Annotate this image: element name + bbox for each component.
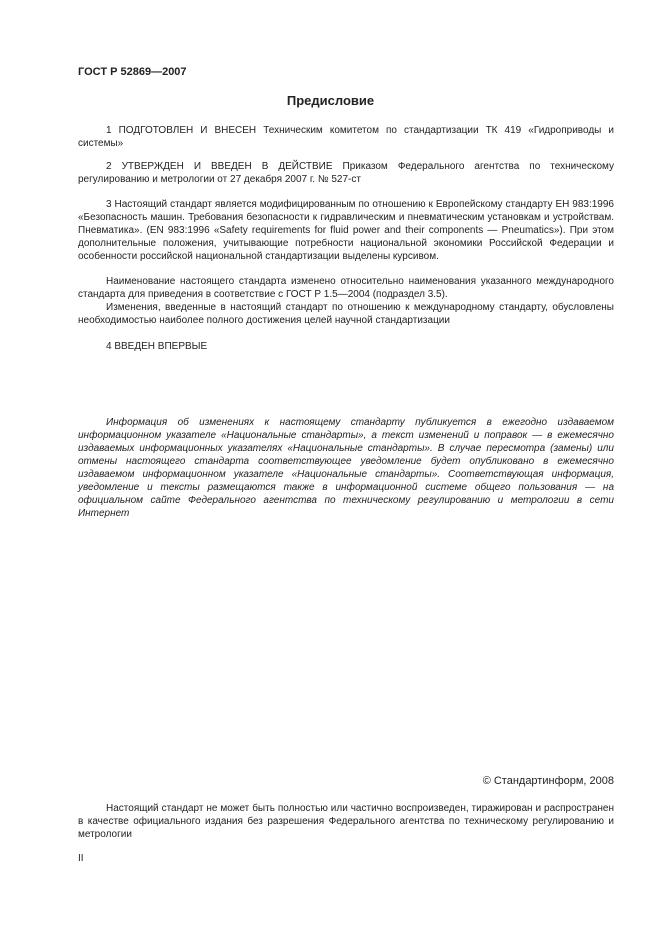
page-number: II <box>78 853 84 864</box>
document-code: ГОСТ Р 52869—2007 <box>78 66 187 78</box>
foreword-item-3: 3 Настоящий стандарт является модифицированным по отношению к Европейскому стандарту ЕН 983:1996 «Безопасность машин. Требования безопасности к гидравлическим и пневматическим установкам и устройствам. Пневматика». (EN 983:1996 «Safety requirements for fluid power and their components — Pneumatics»). При этом дополнительные положения, учитывающие потребности национальной экономики Российской Федерации и особенности российской национальной стандартизации выделены курсивом. <box>78 199 614 262</box>
foreword-item-3-changes-note: Изменения, введенные в настоящий стандарт по отношению к международному стандарту, обусловлены необходимостью наиболее полного достижения целей научной стандартизации <box>78 302 614 326</box>
foreword-item-3-name-note: Наименование настоящего стандарта изменено относительно наименования указанного международного стандарта для приведения в соответствие с ГОСТ Р 1.5—2004 (подраздел 3.5). <box>78 276 614 300</box>
info-notice: Информация об изменениях к настоящему стандарту публикуется в ежегодно издаваемом информационном указателе «Национальные стандарты», а текст изменений и поправок — в ежемесячно издаваемых информационных указателях «Национальные стандарты». В случае пересмотра (замены) или отмены настоящего стандарта соответствующее уведомление будет опубликовано в ежемесячно издаваемом информационном указателе «Национальные стандарты». Соответствующая информация, уведомление и тексты размещаются также в информационной системе общего пользования — на официальном сайте Федерального агентства по техническому регулированию и метрологии в сети Интернет <box>78 417 614 519</box>
foreword-title: Предисловие <box>286 93 375 108</box>
foreword-item-2: 2 УТВЕРЖДЕН И ВВЕДЕН В ДЕЙСТВИЕ Приказом Федерального агентства по техническому регулированию и метрологии от 27 декабря 2007 г. № 527-ст <box>78 161 614 185</box>
reproduction-notice: Настоящий стандарт не может быть полностью или частично воспроизведен, тиражирован и распространен в качестве официального издания без разрешения Федерального агентства по техническому регулированию и метрологии <box>78 803 614 840</box>
foreword-item-1: 1 ПОДГОТОВЛЕН И ВНЕСЕН Техническим комитетом по стандартизации ТК 419 «Гидроприводы и системы» <box>78 125 614 149</box>
foreword-item-4: 4 ВВЕДЕН ВПЕРВЫЕ <box>106 341 208 352</box>
copyright: © Стандартинформ, 2008 <box>482 775 614 787</box>
